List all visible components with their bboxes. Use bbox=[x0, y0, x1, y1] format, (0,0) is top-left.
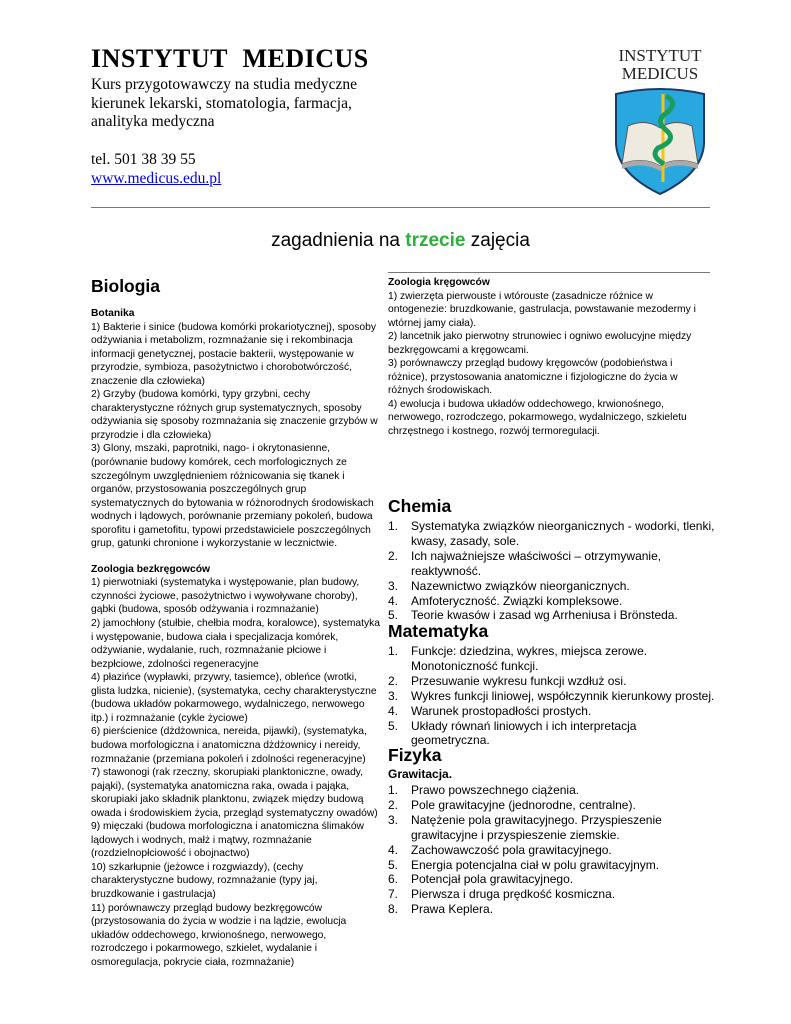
list-item: 11) porównawczy przegląd budowy bezkręgowców (przystosowania do życia w wodzie i na lądzie, ewolucja układów oddechowego, krwionośnego, nerwowego, rozrodczego i pokarmowego, szkielet, wydalanie i osmoregulacja, pokrycie ciała, rozmnażanie) bbox=[91, 902, 347, 968]
header-divider bbox=[91, 207, 710, 208]
lesson-heading bbox=[91, 230, 710, 252]
item-number: 1. bbox=[388, 644, 399, 658]
bezkregowce-title: Zoologia bezkręgowców bbox=[91, 563, 210, 575]
subtitle-line: analityka medyczna bbox=[91, 113, 215, 130]
item-text: Funkcje: dziedzina, wykres, miejsca zerowe. Monotoniczność funkcji. bbox=[411, 644, 648, 673]
institute-title: INSTYTUT MEDICUS bbox=[91, 44, 369, 73]
item-text: Ich najważniejsze właściwości – otrzymywanie, reaktywność. bbox=[411, 548, 662, 578]
item-number: 3. bbox=[388, 578, 399, 593]
list-item: 3) Glony, mszaki, paprotniki, nago- i okrytonasienne, (porównanie budowy komórek, cech morfologicznych ze szczególnym uwzględnieniem różnicowania się tkanek i organów, przystosowania poszczególnych grup systematycznych do bytowania w różnorodnych środowiskach wodnych i lądowych, porównanie przemiany pokoleń, budowa sporofitu i gametofitu, typowi przedstawiciele poszczególnych grup, gatunki chronione i wykorzystanie w lecznictwie. bbox=[91, 443, 374, 550]
fizyka-section bbox=[388, 745, 718, 917]
list-item bbox=[388, 872, 718, 887]
item-text: Energia potencjalna ciał w polu grawitacyjnym. bbox=[411, 857, 660, 872]
item-text: Potencjał pola grawitacyjnego. bbox=[411, 872, 574, 887]
fizyka-subtitle: Grawitacja. bbox=[388, 767, 453, 781]
list-item: 1) pierwotniaki (systematyka i występowanie, plan budowy, czynności życiowe, pasożytnictwo i wywoływane choroby), gąbki (budowa, sposób odżywania i rozmnażanie) bbox=[91, 577, 360, 616]
lesson-heading-prefix: zagadnienia na bbox=[271, 230, 406, 251]
lesson-heading-suffix: zajęcia bbox=[465, 230, 530, 251]
list-item bbox=[388, 719, 718, 749]
list-item: 2) lancetnik jako pierwotny strunowiec i ogniwo ewolucyjne między bezkręgowcami a kręgowcami. bbox=[388, 331, 692, 356]
list-item: 6) pierścienice (dżdżownica, nereida, pijawki), (systematyka, budowa morfologiczna i anatomiczna dżdżownicy i nereidy, rozmnażanie (przemiana pokoleń i zdolności regeneracyjne) bbox=[91, 726, 367, 765]
list-item: 9) mięczaki (budowa morfologiczna i anatomiczna ślimaków lądowych i wodnych, małż i mątwy, rozmnażanie (rozdzielnopłciowość i obojnactwo) bbox=[91, 821, 364, 860]
list-item: 2) jamochłony (stułbie, chełbia modra, koralowce), systematyka i występowanie, budowa ciała i specjalizacja komórek, odżywianie, wydalanie, ruch, rozmnażanie płciowe i bezpłciowe, zdolności regeneracyjne bbox=[91, 618, 381, 670]
list-item bbox=[388, 689, 718, 704]
chemia-list bbox=[388, 519, 718, 623]
chemia-section bbox=[388, 496, 718, 623]
item-number: 1. bbox=[388, 519, 399, 533]
botanika-title: Botanika bbox=[91, 308, 135, 319]
item-number: 6. bbox=[388, 872, 399, 887]
list-item bbox=[388, 594, 718, 609]
item-text: Amfoteryczność. Związki kompleksowe. bbox=[411, 593, 623, 608]
institute-logo bbox=[606, 44, 714, 196]
list-item bbox=[388, 902, 718, 917]
item-text: Pole grawitacyjne (jednorodne, centralne). bbox=[411, 797, 636, 812]
list-item bbox=[388, 858, 718, 873]
svg-text:MEDICUS: MEDICUS bbox=[621, 64, 699, 83]
item-number: 2. bbox=[388, 673, 399, 688]
item-text: Prawa Keplera. bbox=[411, 902, 494, 917]
item-text: Nazewnictwo związków nieorganicznych. bbox=[411, 578, 630, 593]
list-item: 2) Grzyby (budowa komórki, typy grzybni, cechy charakterystyczne różnych grup systematycznych, sposoby odżywiania się sposoby rozmnażania się znaczenie grzybów w przyrodzie i dla człowieka) bbox=[91, 389, 378, 441]
item-number: 2. bbox=[388, 797, 399, 812]
list-item: 3) porównawczy przegląd budowy kręgowców (podobieństwa i różnice), przystosowania anatomiczne i fizjologiczne do życia w różnych środowiskach. bbox=[388, 358, 678, 397]
website-link[interactable]: www.medicus.edu.pl bbox=[91, 170, 222, 187]
item-text: Wykres funkcji liniowej, współczynnik kierunkowy prostej. bbox=[411, 688, 715, 703]
phone-number: tel. 501 38 39 55 bbox=[91, 151, 196, 168]
list-item: 7) stawonogi (rak rzeczny, skorupiaki planktoniczne, owady, pająki), (systematyka anatomiczna raka, owada i pająka, skorupiaki jako składnik planktonu, związek między budową owada i środowiskiem życia, przegląd systematyczny owadów) bbox=[91, 767, 378, 819]
section-title-biologia: Biologia bbox=[91, 276, 161, 296]
item-text: Układy równań liniowych i ich interpretacja geometryczna. bbox=[411, 718, 637, 748]
list-item bbox=[388, 843, 718, 858]
course-subtitle bbox=[91, 76, 391, 132]
section-divider bbox=[388, 272, 710, 273]
subtitle-line: Kurs przygotowawczy na studia medyczne bbox=[91, 76, 357, 93]
item-text: Przesuwanie wykresu funkcji wzdłuż osi. bbox=[411, 673, 627, 688]
item-text: Prawo powszechnego ciążenia. bbox=[411, 783, 580, 797]
list-item: 1) zwierzęta pierwouste i wtórouste (zasadnicze różnice w ontogenezie: bruzdkowanie, gastrulacja, powstawanie mezodermy i wtórnej jamy ciała). bbox=[388, 290, 696, 329]
list-item bbox=[388, 798, 718, 813]
botanika-block bbox=[91, 307, 381, 551]
item-number: 4. bbox=[388, 593, 399, 608]
item-number: 5. bbox=[388, 608, 399, 623]
item-number: 3. bbox=[388, 812, 399, 827]
list-item bbox=[388, 549, 718, 579]
item-number: 7. bbox=[388, 887, 399, 902]
list-item: 4) płazińce (wypławki, przywry, tasiemce), obleńce (wrotki, glista ludzka, nicienie), (systematyka, cechy charakterystyczne (budowa układów pokarmowego, wydalniczego, nerwowego itp.) i rozmnażanie (cykle życiowe) bbox=[91, 672, 377, 724]
list-item bbox=[388, 674, 718, 689]
item-text: Zachowawczość pola grawitacyjnego. bbox=[411, 842, 612, 857]
fizyka-list bbox=[388, 783, 718, 917]
kregowce-title: Zoologia kręgowców bbox=[388, 277, 490, 288]
item-number: 2. bbox=[388, 548, 399, 563]
section-title-fizyka: Fizyka bbox=[388, 745, 442, 765]
list-item: 1) Bakterie i sinice (budowa komórki prokariotycznej), sposoby odżywiania i metabolizm, rozmnażanie się i rekombinacja informacji genetycznej, postacie bakterii, występowanie w przyrodzie, symbioza, pasożytnictwo i chorobotwórczość, znaczenie dla człowieka) bbox=[91, 321, 376, 387]
list-item bbox=[388, 783, 718, 798]
item-number: 3. bbox=[388, 688, 399, 703]
item-number: 4. bbox=[388, 842, 399, 857]
section-title-matematyka: Matematyka bbox=[388, 621, 489, 641]
section-title-chemia: Chemia bbox=[388, 496, 452, 516]
subtitle-line: kierunek lekarski, stomatologia, farmacja, bbox=[91, 94, 352, 112]
item-number: 4. bbox=[388, 703, 399, 718]
item-number: 5. bbox=[388, 718, 399, 733]
bezkregowce-block bbox=[91, 563, 381, 969]
item-text: Pierwsza i druga prędkość kosmiczna. bbox=[411, 887, 616, 902]
item-text: Natężenie pola grawitacyjnego. Przyspieszenie grawitacyjne i przyspieszenie ziemskie. bbox=[411, 812, 662, 842]
svg-text:INSTYTUT: INSTYTUT bbox=[618, 46, 702, 65]
list-item bbox=[388, 644, 718, 674]
list-item bbox=[388, 519, 718, 549]
list-item bbox=[388, 887, 718, 902]
kregowce-block bbox=[388, 276, 713, 439]
list-item bbox=[388, 579, 718, 594]
biologia-section bbox=[91, 276, 381, 981]
item-number: 5. bbox=[388, 857, 399, 872]
list-item: 4) ewolucja i budowa układów oddechowego, krwionośnego, nerwowego, rozrodczego, pokarmowego, wydalniczego, szkieletu chrzęstnego i kostnego, rozwój termoregulacji. bbox=[388, 398, 687, 438]
list-item bbox=[388, 704, 718, 719]
item-number: 1. bbox=[388, 783, 399, 797]
item-number: 8. bbox=[388, 902, 399, 917]
item-text: Systematyka związków nieorganicznych - wodorki, tlenki, kwasy, zasady, sole. bbox=[411, 519, 715, 548]
item-text: Teorie kwasów i zasad wg Arrheniusa i Brönsteda. bbox=[411, 608, 678, 623]
lesson-number-highlight: trzecie bbox=[405, 230, 466, 251]
item-text: Warunek prostopadłości prostych. bbox=[411, 703, 592, 718]
matematyka-list bbox=[388, 644, 718, 748]
list-item: 10) szkarłupnie (jeżowce i rozgwiazdy), (cechy charakterystyczne budowy, rozmnażanie (typy jaj, bruzdkowanie i gastrulacja) bbox=[91, 861, 318, 900]
matematyka-section bbox=[388, 621, 718, 748]
list-item bbox=[388, 813, 718, 843]
